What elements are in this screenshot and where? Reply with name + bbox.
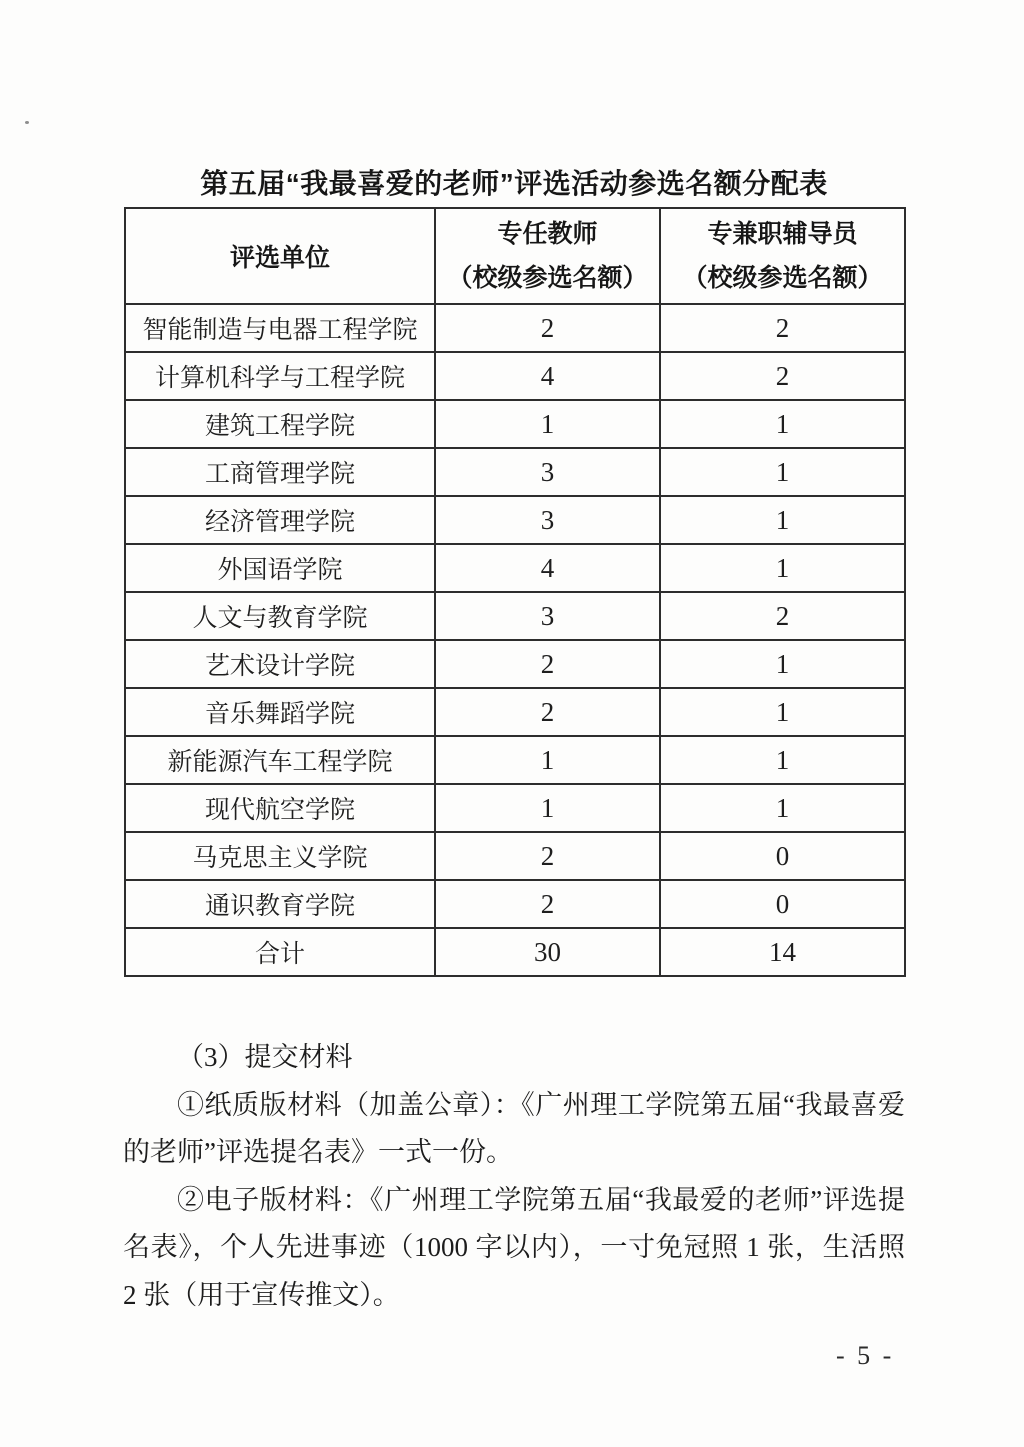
table-row (125, 496, 905, 544)
teacher-quota-cell: 3 (435, 496, 660, 544)
table-row (125, 640, 905, 688)
unit-cell: 现代航空学院 (125, 784, 435, 832)
teacher-quota-cell: 1 (435, 784, 660, 832)
counselor-quota-cell: 0 (660, 880, 905, 928)
page-number: - 5 - (836, 1341, 895, 1370)
counselor-quota-cell: 2 (660, 352, 905, 400)
counselor-quota-cell: 1 (660, 736, 905, 784)
table-header-row (125, 208, 905, 304)
scan-speck-artifact (25, 121, 29, 124)
teacher-quota-cell: 4 (435, 544, 660, 592)
teacher-quota-cell: 4 (435, 352, 660, 400)
total-counselor-cell: 14 (660, 928, 905, 976)
counselor-quota-cell: 2 (660, 592, 905, 640)
quota-allocation-table (124, 207, 906, 977)
counselor-quota-cell: 1 (660, 640, 905, 688)
unit-cell: 建筑工程学院 (125, 400, 435, 448)
header-teacher (435, 208, 660, 304)
table-row (125, 352, 905, 400)
teacher-quota-cell: 2 (435, 640, 660, 688)
table-row-total (125, 928, 905, 976)
teacher-quota-cell: 2 (435, 688, 660, 736)
unit-cell: 新能源汽车工程学院 (125, 736, 435, 784)
paragraph-paper-materials: ①纸质版材料（加盖公章）：《广州理工学院第五届“我最喜爱的老师”评选提名表》一式一份。 (123, 1089, 905, 1168)
table-row (125, 544, 905, 592)
counselor-quota-cell: 1 (660, 784, 905, 832)
unit-cell: 人文与教育学院 (125, 592, 435, 640)
paragraph-submit-materials-heading: （3）提交材料 (177, 1042, 353, 1072)
teacher-quota-cell: 2 (435, 304, 660, 352)
unit-cell: 计算机科学与工程学院 (125, 352, 435, 400)
table-row (125, 688, 905, 736)
teacher-quota-cell: 2 (435, 880, 660, 928)
counselor-quota-cell: 0 (660, 832, 905, 880)
table-row (125, 832, 905, 880)
header-counselor-line2: （校级参选名额） (682, 264, 883, 292)
total-teacher-cell: 30 (435, 928, 660, 976)
table-row (125, 784, 905, 832)
unit-cell: 工商管理学院 (125, 448, 435, 496)
table-row (125, 592, 905, 640)
counselor-quota-cell: 1 (660, 544, 905, 592)
counselor-quota-cell: 1 (660, 496, 905, 544)
table-row (125, 400, 905, 448)
header-counselor-line1: 专兼职辅导员 (707, 220, 858, 248)
body-text-block (123, 1034, 905, 1320)
teacher-quota-cell: 2 (435, 832, 660, 880)
unit-cell: 经济管理学院 (125, 496, 435, 544)
counselor-quota-cell: 2 (660, 304, 905, 352)
unit-cell: 音乐舞蹈学院 (125, 688, 435, 736)
counselor-quota-cell: 1 (660, 448, 905, 496)
table-row (125, 304, 905, 352)
unit-cell: 外国语学院 (125, 544, 435, 592)
table-row (125, 448, 905, 496)
paragraph-electronic-materials: ②电子版材料：《广州理工学院第五届“我最爱的老师”评选提名表》，个人先进事迹（1000 字以内），一寸免冠照 1 张，生活照 2 张（用于宣传推文）。 (123, 1184, 905, 1310)
teacher-quota-cell: 1 (435, 736, 660, 784)
counselor-quota-cell: 1 (660, 400, 905, 448)
header-unit: 评选单位 (125, 208, 435, 304)
unit-cell: 艺术设计学院 (125, 640, 435, 688)
unit-cell: 马克思主义学院 (125, 832, 435, 880)
teacher-quota-cell: 3 (435, 448, 660, 496)
unit-cell: 通识教育学院 (125, 880, 435, 928)
header-teacher-line2: （校级参选名额） (447, 264, 648, 292)
unit-cell: 智能制造与电器工程学院 (125, 304, 435, 352)
header-counselor (660, 208, 905, 304)
table-row (125, 880, 905, 928)
header-teacher-line1: 专任教师 (497, 220, 598, 248)
total-label-cell: 合计 (125, 928, 435, 976)
document-title: 第五届“我最喜爱的老师”评选活动参选名额分配表 (200, 168, 828, 199)
table-row (125, 736, 905, 784)
teacher-quota-cell: 3 (435, 592, 660, 640)
counselor-quota-cell: 1 (660, 688, 905, 736)
teacher-quota-cell: 1 (435, 400, 660, 448)
